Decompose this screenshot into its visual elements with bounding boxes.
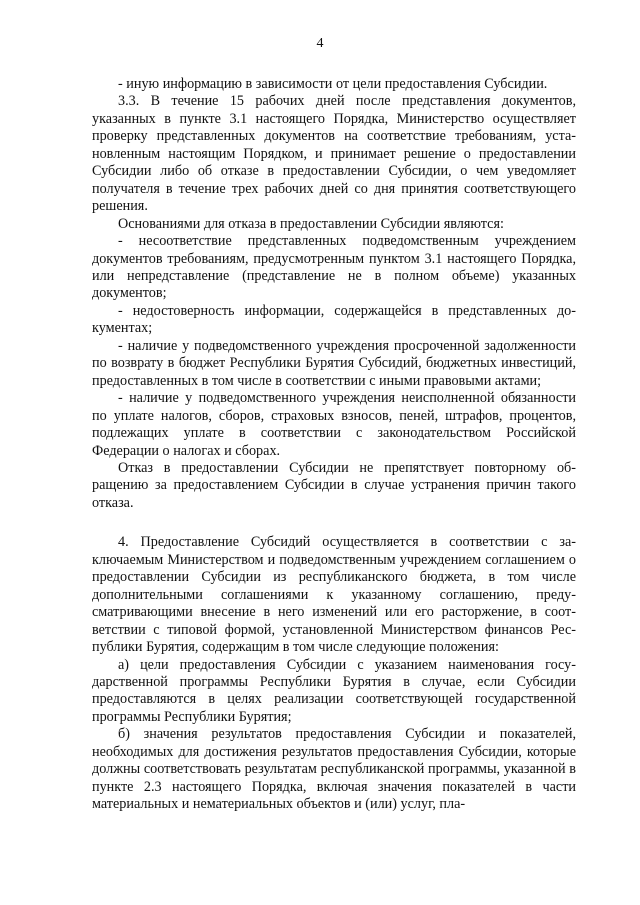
list-item-noncompliance: - несоответствие представленных подведомственным учреждением документов требованиям, предусмотренным пунктом 3.1 настоящего Порядка, или непредставление (представление не в полном объеме) указанных документов; — [92, 233, 576, 302]
page-number: 4 — [316, 36, 324, 51]
paragraph-other-info: - иную информацию в зависимости от цели предоставления Субсидии. — [118, 76, 548, 92]
list-item-overdue-debt: - наличие у подведомственного учреждения просроченной задолженности по возврату в бюджет Республики Бурятия Субсидий, бюджетных инвестиций, предоставленных в том числе в соответствии с иными правовыми актами; — [92, 337, 576, 389]
paragraph-3-3: 3.3. В течение 15 рабочих дней после представления документов, указанных в пункте 3.1 настоящего Порядка, Министерство осуществляет проверку представленных документов на соответствие требованиям, установленным настоящим Порядком, и принимает решение о предоставлении Субсидии либо об отказе в предоставлении Субсидии, о чем уведомляет получателя в течение трех рабочих дней со дня принятия соответствующего решения. — [92, 93, 576, 215]
document-body — [92, 76, 576, 814]
list-item-a: а) цели предоставления Субсидии с указанием наименования государственной программы Республики Бурятия в случае, если Субсидии предоставляются в целях реализации соответствующей государственной программы Республики Бурятия; — [92, 656, 576, 725]
section-gap — [92, 512, 576, 534]
list-item-inaccuracy: - недостоверность информации, содержащейся в представленных документах; — [92, 302, 576, 337]
paragraph-refusal-note: Отказ в предоставлении Субсидии не препятствует повторному обращению за предоставлением Субсидии в случае устранения причин такого отказа. — [92, 459, 576, 511]
paragraph-4: 4. Предоставление Субсидий осуществляется в соответствии с заключаемым Министерством и подведомственным учреждением соглашением о предоставлении Субсидии из республиканского бюджета, в том числе дополнительными соглашениями к указанному соглашению, предусматривающими внесение в него изменений или его расторжение, в соответствии с типовой формой, установленной Министерством финансов Республики Бурятия, содержащим в том числе следующие положения: — [92, 534, 576, 656]
paragraph-refusal-grounds: Основаниями для отказа в предоставлении Субсидии являются: — [118, 215, 504, 232]
list-item-unfulfilled-obligation: - наличие у подведомственного учреждения неисполненной обязанности по уплате налогов, сборов, страховых взносов, пеней, штрафов, процентов, подлежащих уплате в соответствии с законодательством Российской Федерации о налогах и сборах. — [92, 390, 576, 459]
list-item-b: б) значения результатов предоставления Субсидии и показателей, необходимых для достижения результатов предоставления Субсидии, которые должны соответствовать результатам республиканской программы, указанной в пункте 2.3 настоящего Порядка, включая значения показателей в части материальных и нематериальных объектов и (или) услуг, пла- — [92, 726, 576, 813]
